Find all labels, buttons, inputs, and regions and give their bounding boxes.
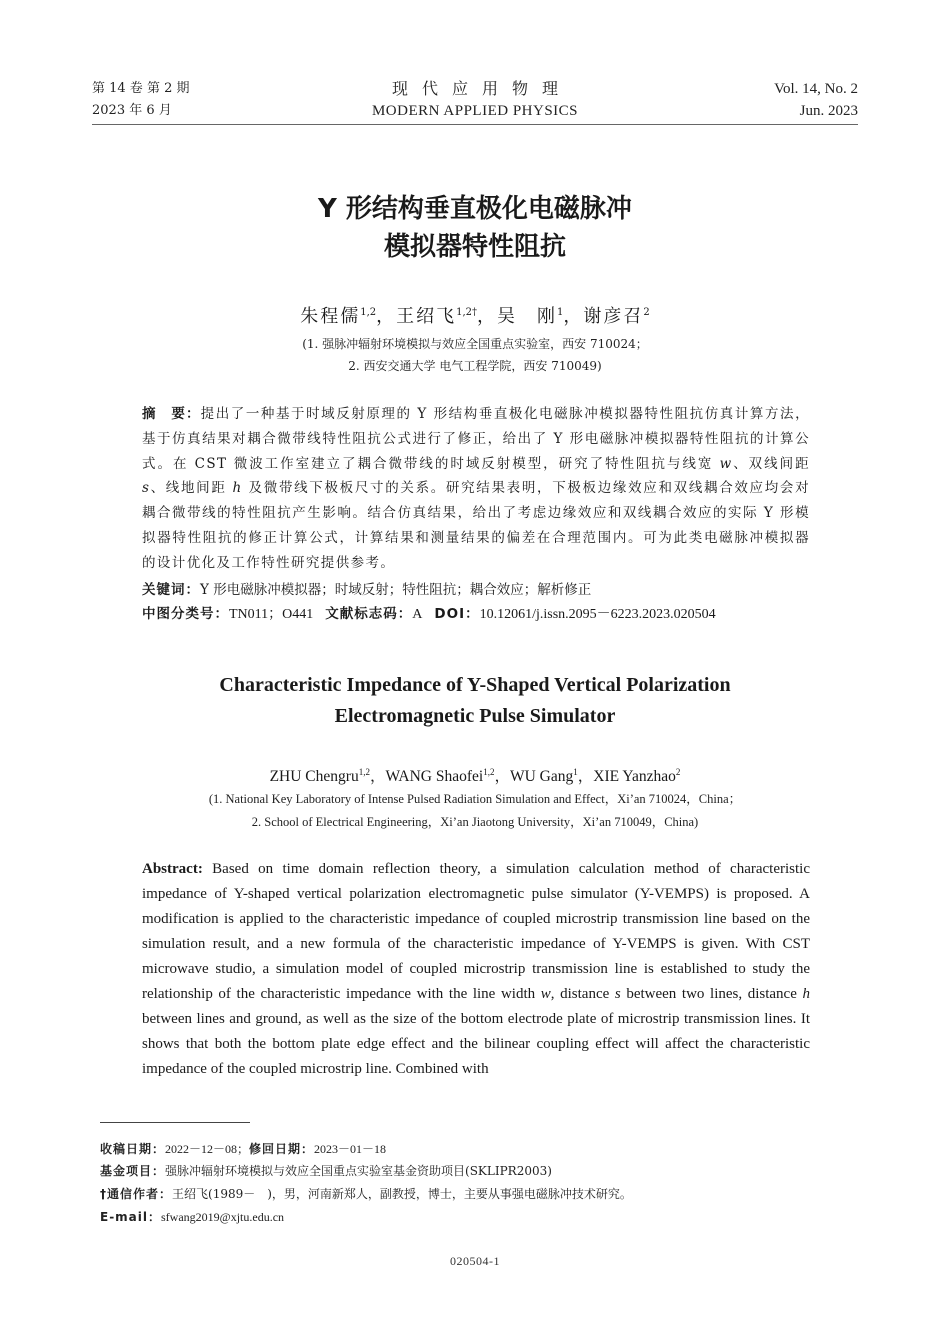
keywords-label: 关键词：	[142, 582, 200, 598]
journal-name-en: MODERN APPLIED PHYSICS	[371, 103, 579, 119]
title-cn-line2: 模拟器特性阻抗	[383, 232, 566, 262]
title-cn-line1: Y 形结构垂直极化电磁脉冲	[318, 194, 632, 224]
author-name: WU Gang	[509, 768, 574, 785]
abstract-en	[142, 857, 810, 1082]
corresponding-label: †通信作者：	[100, 1187, 173, 1201]
math-variable: w	[540, 986, 551, 1002]
fund-value: 强脉冲辐射环境模拟与效应全国重点实验室基金资助项目(SKLIPR2003)	[165, 1164, 552, 1178]
affiliation-line: 2. 西安交通大学 电气工程学院，西安 710049)	[348, 359, 602, 373]
doi-value[interactable]: 10.12061/j.issn.2095－6223.2023.020504	[479, 607, 716, 622]
math-variable: s	[142, 480, 151, 497]
author-separator: ，	[494, 768, 510, 785]
abstract-cn-text: 提出了一种基于时域反射原理的 Y 形结构垂直极化电磁脉冲模拟器特性阻抗仿真计算方法，基于仿真结果对耦合微带线特性阻抗公式进行了修正，给出了 Y 形电磁脉冲模拟器特性阻抗的计算公式。在 CST 微波工作室建立了耦合微带线的时域反射模型，研究了特性阻抗与线宽	[142, 406, 810, 472]
header-right	[774, 78, 858, 122]
clc-label: 中图分类号：	[142, 606, 229, 622]
abstract-cn-text: 、双线间距	[732, 455, 810, 472]
footnote-funding	[100, 1160, 860, 1182]
title-cn	[0, 190, 950, 266]
math-variable: w	[719, 455, 733, 472]
author-affiliation-mark: 2	[675, 766, 681, 777]
revised-value: 2023－01－18	[314, 1142, 387, 1156]
title-en-line2: Electromagnetic Pulse Simulator	[334, 705, 616, 727]
affiliation-line: (1. 强脉冲辐射环境模拟与效应全国重点实验室，西安 710024；	[302, 337, 648, 351]
footnote-email	[100, 1206, 860, 1228]
footnote-rule	[100, 1122, 250, 1123]
journal-name-cn: 现代应用物理	[391, 79, 572, 98]
email-label: E-mail：	[100, 1210, 162, 1224]
math-variable: h	[802, 986, 810, 1002]
author-affiliation-mark: 1,2†	[456, 307, 478, 318]
author-affiliation-mark: 1,2	[360, 307, 377, 318]
volume-issue-cn: 第 14 卷 第 2 期	[92, 81, 190, 96]
author-affiliation-mark: 1	[557, 307, 564, 318]
author-affiliation-mark: 1	[573, 766, 578, 777]
affiliations-en	[0, 788, 950, 834]
fund-label: 基金项目：	[100, 1164, 166, 1178]
received-label: 收稿日期：	[100, 1142, 166, 1156]
author-name: 王绍飞	[396, 306, 457, 327]
math-variable: s	[614, 986, 621, 1002]
abstract-cn-text: 及微带线下极板尺寸的关系。研究结果表明，下极板边缘效应和双线耦合效应均会对耦合微带线的特性阻抗产生影响。结合仿真结果，给出了考虑边缘效应和双线耦合效应的实际 Y 形模拟器特性阻抗的修正计算公式，计算结果和测量结果的偏差在合理范围内。可为此类电磁脉冲模拟器的设计优化及工作特性研究提供参考。	[142, 480, 810, 571]
keywords-cn	[142, 578, 810, 602]
date-en: Jun. 2023	[799, 103, 858, 119]
corresponding-value: 王绍飞(1989－ )，男，河南新郑人，副教授，博士，主要从事强电磁脉冲技术研究。	[172, 1187, 632, 1201]
classification-line	[142, 602, 842, 627]
date-cn: 2023 年 6 月	[92, 103, 172, 118]
abstract-en-text: Based on time domain reflection theory, a simulation calculation method of characteristic impedance of Y-shaped vertical polarization electromagnetic pulse simulator (Y-VEMPS) is proposed. A modification is applied to the characteristic impedance of coupled microstrip transmission line based on the simulation result, and a new formula of the characteristic impedance of Y-VEMPS is given. With CST microwave studio, a simulation model of coupled microstrip transmission line is established to study the relationship of the characteristic impedance with the line width	[142, 861, 810, 1002]
author-separator: ，	[563, 306, 584, 327]
author-name: 谢彦召	[583, 306, 644, 327]
affiliation-line: (1. National Key Laboratory of Intense Pulsed Radiation Simulation and Effect，Xi’an 710024，China；	[208, 792, 742, 806]
author-name: XIE Yanzhao	[593, 768, 676, 785]
doi-label: DOI：	[434, 606, 480, 622]
author-separator: ，	[376, 306, 397, 327]
author-name: 朱程儒	[300, 306, 361, 327]
author-name: WANG Shaofei	[385, 768, 484, 785]
title-en	[0, 670, 950, 732]
doc-code-value: A	[412, 607, 423, 622]
keywords-text: Y 形电磁脉冲模拟器；时域反射；特性阻抗；耦合效应；解析修正	[200, 582, 592, 598]
page-number: 020504-1	[450, 1254, 500, 1268]
author-affiliation-mark: 1,2	[358, 766, 370, 777]
math-variable: h	[232, 480, 243, 497]
header-rule	[92, 124, 858, 125]
revised-label: 修回日期：	[249, 1142, 315, 1156]
authors-en	[0, 764, 950, 786]
abstract-en-text: , distance	[550, 986, 615, 1002]
author-affiliation-mark: 1,2	[483, 766, 495, 777]
volume-issue-en: Vol. 14, No. 2	[774, 81, 858, 97]
abstract-cn-text: 、线地间距	[150, 480, 233, 497]
footnote-dates	[100, 1138, 860, 1160]
clc-value: TN011；O441	[229, 607, 314, 622]
abstract-cn-label: 摘 要：	[142, 406, 201, 422]
affiliations-cn	[0, 333, 950, 377]
author-affiliation-mark: 2	[643, 307, 650, 318]
abstract-en-text: between two lines, distance	[620, 986, 803, 1002]
author-separator: ，	[577, 768, 594, 785]
abstract-en-text: between lines and ground, as well as the size of the bottom electrode plate of microstrip transmission lines. It shows that both the bottom plate edge effect and the bilinear coupling effect will affect the characteristic impedance of the coupled microstrip line. Combined with	[142, 1011, 810, 1077]
author-separator: ，	[369, 768, 386, 785]
footnote-corresponding	[100, 1183, 860, 1205]
author-name: ZHU Chengru	[269, 768, 359, 785]
title-en-line1: Characteristic Impedance of Y-Shaped Vertical Polarization	[219, 674, 731, 696]
author-name: 吴 刚	[497, 306, 558, 327]
author-separator: ，	[477, 306, 498, 327]
authors-cn	[0, 302, 950, 328]
doc-code-label: 文献标志码：	[325, 606, 413, 622]
email-link[interactable]: sfwang2019@xjtu.edu.cn	[161, 1210, 285, 1224]
abstract-cn	[142, 402, 810, 576]
received-value: 2022－12－08；	[165, 1142, 250, 1156]
abstract-en-label: Abstract:	[142, 861, 203, 877]
affiliation-line: 2. School of Electrical Engineering，Xi’an Jiaotong University，Xi’an 710049，China)	[251, 815, 699, 829]
